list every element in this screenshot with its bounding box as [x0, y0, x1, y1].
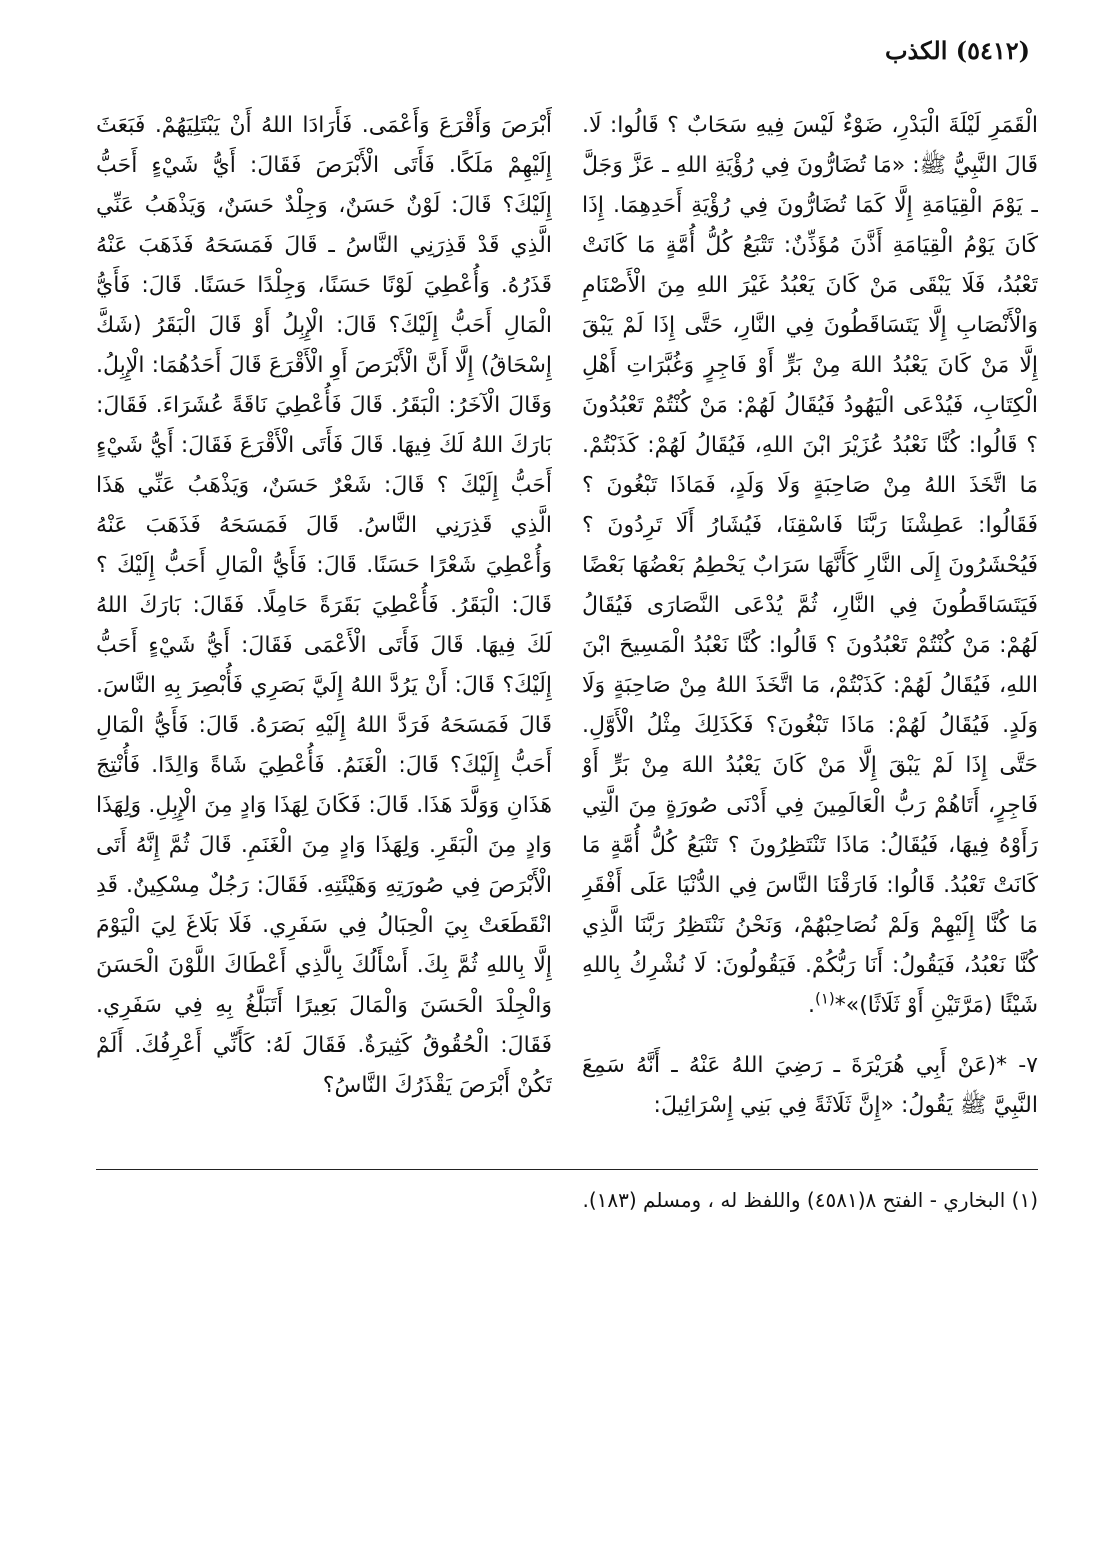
hadith-text: الْقَمَرِ لَيْلَةَ الْبَدْرِ، ضَوْءٌ لَيْسَ فِيهِ سَحَابٌ ؟ قَالُوا: لَا. قَالَ النَّبِيُّ ﷺ: «مَا تُضَارُّونَ فِي رُؤْيَةِ اللهِ ـ عَزَّ وَجَلَّ ـ يَوْمَ الْقِيَامَةِ إِلَّا كَمَا تُضَارُّونَ فِي رُؤْيَةِ أَحَدِهِمَا. إِذَا كَانَ يَوْمُ الْقِيَامَةِ أَذَّنَ مُؤَذِّنٌ: تَتْبَعُ كُلُّ أُمَّةٍ مَا كَانَتْ تَعْبُدُ، فَلَا يَبْقَى مَنْ كَانَ يَعْبُدُ غَيْرَ اللهِ مِنَ الْأَصْنَامِ وَالْأَنْصَابِ إِلَّا يَتَسَاقَطُونَ فِي النَّارِ، حَتَّى إِذَا لَمْ يَبْقَ إِلَّا مَنْ كَانَ يَعْبُدُ اللهَ مِنْ بَرٍّ أَوْ فَاجِرٍ وَغُبَّرَاتِ أَهْلِ الْكِتَابِ، فَيُدْعَى الْيَهُودُ فَيُقَالُ لَهُمْ: مَنْ كُنْتُمْ تَعْبُدُونَ ؟ قَالُوا: كُنَّا نَعْبُدُ عُزَيْرَ ابْنَ اللهِ، فَيُقَالُ لَهُمْ: كَذَبْتُمْ. مَا اتَّخَذَ اللهُ مِنْ صَاحِبَةٍ وَلَا وَلَدٍ، فَمَاذَا تَبْغُونَ ؟ فَقَالُوا: عَطِشْنَا رَبَّنَا فَاسْقِنَا، فَيُشَارُ أَلَا تَرِدُونَ ؟ فَيُحْشَرُونَ إِلَى النَّارِ كَأَنَّهَا سَرَابٌ يَحْطِمُ بَعْضُهَا بَعْضًا فَيَتَسَاقَطُونَ فِي النَّارِ، ثُمَّ يُدْعَى النَّصَارَى فَيُقَالُ لَهُمْ: مَنْ كُنْتُمْ تَعْبُدُونَ ؟ قَالُوا: كُنَّا نَعْبُدُ الْمَسِيحَ ابْنَ اللهِ، فَيُقَالُ لَهُمْ: كَذَبْتُمْ، مَا اتَّخَذَ اللهُ مِنْ صَاحِبَةٍ وَلَا وَلَدٍ. فَيُقَالُ لَهُمْ: مَاذَا تَبْغُونَ؟ فَكَذَلِكَ مِثْلُ الْأَوَّلِ. حَتَّى إِذَا لَمْ يَبْقَ إِلَّا مَنْ كَانَ يَعْبُدُ اللهَ مِنْ بَرٍّ أَوْ فَاجِرٍ، أَتَاهُمْ رَبُّ الْعَالَمِينَ فِي أَدْنَى صُورَةٍ مِنَ الَّتِي رَأَوْهُ فِيهَا، فَيُقَالُ: مَاذَا تَنْتَظِرُونَ ؟ تَتْبَعُ كُلُّ أُمَّةٍ مَا كَانَتْ تَعْبُدُ. قَالُوا: فَارَقْنَا النَّاسَ فِي الدُّنْيَا عَلَى أَفْقَرِ مَا كُنَّا إِلَيْهِمْ وَلَمْ نُصَاحِبْهُمْ، وَنَحْنُ نَنْتَظِرُ رَبَّنَا الَّذِي كُنَّا نَعْبُدُ، فَيَقُولُ: أَنَا رَبُّكُمْ. فَيَقُولُونَ: لَا نُشْرِكُ بِاللهِ شَيْئًا (مَرَّتَيْنِ أَوْ ثَلَاثًا)» — [582, 113, 1038, 1018]
footnote-reference: (١) — [814, 989, 835, 1008]
hadith-paragraph-7-continued: أَبْرَصَ وَأَقْرَعَ وَأَعْمَى. فَأَرَادَا اللهُ أَنْ يَبْتَلِيَهُمْ. فَبَعَثَ إِلَيْهِمْ مَلَكًا. فَأَتَى الْأَبْرَصَ فَقَالَ: أَيُّ شَيْءٍ أَحَبُّ إِلَيْكَ؟ قَالَ: لَوْنٌ حَسَنٌ، وَجِلْدٌ حَسَنٌ، وَيَذْهَبُ عَنِّي الَّذِي قَدْ قَذِرَنِي النَّاسُ ـ قَالَ فَمَسَحَهُ فَذَهَبَ عَنْهُ قَذَرُهُ. وَأُعْطِيَ لَوْنًا حَسَنًا، وَجِلْدًا حَسَنًا. قَالَ: فَأَيُّ الْمَالِ أَحَبُّ إِلَيْكَ؟ قَالَ: الْإِبِلُ أَوْ قَالَ الْبَقَرُ (شَكَّ إِسْحَاقُ) إِلَّا أَنَّ الْأَبْرَصَ أَوِ الْأَقْرَعَ قَالَ أَحَدُهُمَا: الْإِبِلُ. وَقَالَ الْآخَرُ: الْبَقَرُ. قَالَ فَأُعْطِيَ نَاقَةً عُشَرَاءَ. فَقَالَ: بَارَكَ اللهُ لَكَ فِيهَا. قَالَ فَأَتَى الْأَقْرَعَ فَقَالَ: أَيُّ شَيْءٍ أَحَبُّ إِلَيْكَ ؟ قَالَ: شَعْرٌ حَسَنٌ، وَيَذْهَبُ عَنِّي هَذَا الَّذِي قَذِرَنِي النَّاسُ. قَالَ فَمَسَحَهُ فَذَهَبَ عَنْهُ وَأُعْطِيَ شَعْرًا حَسَنًا. قَالَ: فَأَيُّ الْمَالِ أَحَبُّ إِلَيْكَ ؟ قَالَ: الْبَقَرُ. فَأُعْطِيَ بَقَرَةً حَامِلًا. فَقَالَ: بَارَكَ اللهُ لَكَ فِيهَا. قَالَ فَأَتَى الْأَعْمَى فَقَالَ: أَيُّ شَيْءٍ أَحَبُّ إِلَيْكَ؟ قَالَ: أَنْ يَرُدَّ اللهُ إِلَيَّ بَصَرِي فَأُبْصِرَ بِهِ النَّاسَ. قَالَ فَمَسَحَهُ فَرَدَّ اللهُ إِلَيْهِ بَصَرَهُ. قَالَ: فَأَيُّ الْمَالِ أَحَبُّ إِلَيْكَ؟ قَالَ: الْغَنَمُ. فَأُعْطِيَ شَاةً وَالِدًا. فَأُنْتِجَ هَذَانِ وَوَلَّدَ هَذَا. قَالَ: فَكَانَ لِهَذَا وَادٍ مِنَ الْإِبِلِ. وَلِهَذَا وَادٍ مِنَ الْبَقَرِ. وَلِهَذَا وَادٍ مِنَ الْغَنَمِ. قَالَ ثُمَّ إِنَّهُ أَتَى الْأَبْرَصَ فِي صُورَتِهِ وَهَيْئَتِهِ. فَقَالَ: رَجُلٌ مِسْكِينٌ. قَدِ انْقَطَعَتْ بِيَ الْحِبَالُ فِي سَفَرِي. فَلَا بَلَاغَ لِيَ الْيَوْمَ إِلَّا بِاللهِ ثُمَّ بِكَ. أَسْأَلُكَ بِالَّذِي أَعْطَاكَ اللَّوْنَ الْحَسَنَ وَالْجِلْدَ الْحَسَنَ وَالْمَالَ بَعِيرًا أَتَبَلَّغُ بِهِ فِي سَفَرِي. فَقَالَ: الْحُقُوقُ كَثِيرَةٌ. فَقَالَ لَهُ: كَأَنِّي أَعْرِفُكَ. أَلَمْ تَكُنْ أَبْرَصَ يَقْذَرُكَ النَّاسُ؟ — [96, 113, 552, 1098]
paragraph-end-marker: * — [834, 993, 846, 1018]
text-column-left — [96, 106, 552, 1152]
hadith-paragraph-7: ٧- *(عَنْ أَبِي هُرَيْرَةَ ـ رَضِيَ اللهُ عَنْهُ ـ أَنَّهُ سَمِعَ النَّبِيَّ ﷺ يَقُولُ: «إِنَّ ثَلَاثَةً فِي بَنِي إِسْرَائِيلَ: — [582, 1053, 1038, 1118]
hadith-paragraph-6 — [582, 106, 1038, 1026]
footnote-divider — [96, 1169, 1038, 1170]
text-column-right — [582, 106, 1038, 1152]
paragraph-end-period: . — [807, 993, 815, 1018]
footnote-1: (١) البخاري - الفتح ٨(٤٥٨١) واللفظ له ، ومسلم (١٨٣). — [582, 1188, 1038, 1212]
running-header: (٥٤١٢) الكذب — [884, 36, 1030, 65]
